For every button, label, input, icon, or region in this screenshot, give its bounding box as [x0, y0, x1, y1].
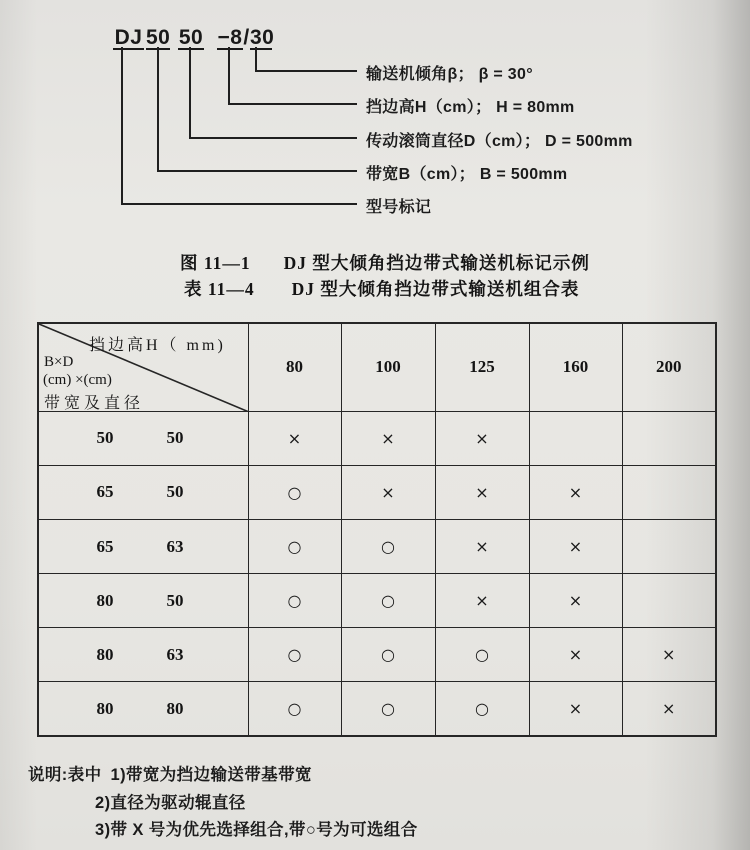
mark-cell: × — [248, 411, 341, 465]
model-part-angle: 30 — [250, 26, 275, 49]
mark-cell: × — [435, 411, 529, 465]
row-label-d: 50 — [166, 482, 184, 502]
col-header-100: 100 — [341, 323, 435, 411]
mark-cell: × — [529, 682, 622, 736]
row-label-cell — [38, 682, 248, 736]
mark-cell: × — [529, 628, 622, 682]
row-label-d: 50 — [166, 590, 184, 610]
col-header-160: 160 — [529, 323, 622, 411]
row-label-d: 63 — [166, 644, 184, 664]
row-label-b: 80 — [96, 698, 114, 718]
corner-left-label-1: B×D — [44, 354, 74, 370]
row-label-d: 63 — [166, 536, 184, 556]
mark-cell: × — [341, 411, 435, 465]
col-header-80: 80 — [248, 323, 341, 411]
table-row — [38, 465, 716, 519]
note-item-2: 2)直径为驱动辊直径 — [95, 793, 246, 812]
col-header-125: 125 — [435, 323, 529, 411]
col-header-200: 200 — [622, 323, 716, 411]
designation-label-drum-dia: 传动滚筒直径D（cm）； D = 500mm — [366, 133, 633, 150]
note-item-3: 3)带 X 号为优先选择组合,带○号为可选组合 — [95, 821, 418, 839]
mark-cell — [529, 411, 622, 465]
mark-cell: × — [341, 465, 435, 519]
mark-cell: × — [622, 628, 716, 682]
table-row — [38, 519, 716, 573]
mark-cell: × — [435, 574, 529, 628]
table-row — [38, 682, 716, 736]
mark-cell: ○ — [248, 574, 341, 628]
row-label-cell — [38, 465, 248, 519]
corner-left-label-2: (cm) ×(cm) — [43, 372, 112, 388]
corner-header-cell — [38, 323, 248, 411]
table-notes — [28, 762, 418, 845]
mark-cell: ○ — [341, 574, 435, 628]
row-label-b: 65 — [96, 536, 114, 556]
model-part-drum-dia: 50 — [178, 26, 204, 49]
designation-label-belt-width: 带宽B（cm）； B = 500mm — [366, 166, 568, 183]
mark-cell: × — [435, 465, 529, 519]
mark-cell: × — [529, 574, 622, 628]
mark-cell: ○ — [341, 682, 435, 736]
figure-caption — [180, 250, 590, 275]
table-title: DJ 型大倾角挡边带式输送机组合表 — [291, 279, 580, 299]
row-label-cell — [38, 519, 248, 573]
row-label-b: 50 — [96, 428, 114, 448]
row-label-b: 65 — [96, 482, 114, 502]
note-line-1 — [28, 762, 418, 790]
note-item-1: 1)带宽为挡边输送带基带宽 — [110, 766, 312, 784]
combination-table — [37, 322, 717, 737]
row-label-cell — [38, 628, 248, 682]
row-label-cell — [38, 411, 248, 465]
model-part-edge-height: −8 — [217, 26, 243, 49]
table-header-row — [38, 323, 716, 411]
mark-cell: ○ — [248, 465, 341, 519]
row-label-b: 80 — [96, 590, 114, 610]
designation-label-angle: 输送机倾角β； β = 30° — [366, 66, 533, 83]
row-label-d: 50 — [166, 428, 184, 448]
model-part-type: DJ — [114, 26, 143, 49]
mark-cell: ○ — [248, 682, 341, 736]
mark-cell: ○ — [341, 628, 435, 682]
designation-label-edge-height: 挡边高H（cm）； H = 80mm — [366, 99, 575, 116]
mark-cell — [622, 411, 716, 465]
table-row — [38, 574, 716, 628]
row-label-b: 80 — [96, 644, 114, 664]
mark-cell: ○ — [341, 519, 435, 573]
corner-left-label-3: 带宽及直径 — [44, 395, 145, 412]
table-row — [38, 411, 716, 465]
mark-cell — [622, 574, 716, 628]
mark-cell: ○ — [435, 682, 529, 736]
model-part-slash: / — [243, 26, 250, 49]
mark-cell: × — [529, 519, 622, 573]
mark-cell: × — [622, 682, 716, 736]
mark-cell — [622, 519, 716, 573]
leader-line-type — [121, 47, 357, 205]
figure-title: DJ 型大倾角挡边带式输送机标记示例 — [283, 253, 590, 273]
row-label-cell — [38, 574, 248, 628]
notes-prefix: 说明:表中 — [28, 766, 102, 784]
corner-top-label: 挡边高H（ mm) — [89, 337, 226, 354]
mark-cell: × — [435, 519, 529, 573]
mark-cell: ○ — [435, 628, 529, 682]
table-number: 表 11—4 — [184, 279, 255, 299]
mark-cell: ○ — [248, 628, 341, 682]
mark-cell: × — [529, 465, 622, 519]
table-caption — [184, 276, 579, 301]
mark-cell — [622, 465, 716, 519]
mark-cell: ○ — [248, 519, 341, 573]
figure-number: 图 11—1 — [180, 253, 251, 273]
designation-label-type: 型号标记 — [366, 199, 432, 216]
model-part-belt-width: 50 — [146, 26, 171, 49]
row-label-d: 80 — [166, 698, 184, 718]
table-row — [38, 628, 716, 682]
